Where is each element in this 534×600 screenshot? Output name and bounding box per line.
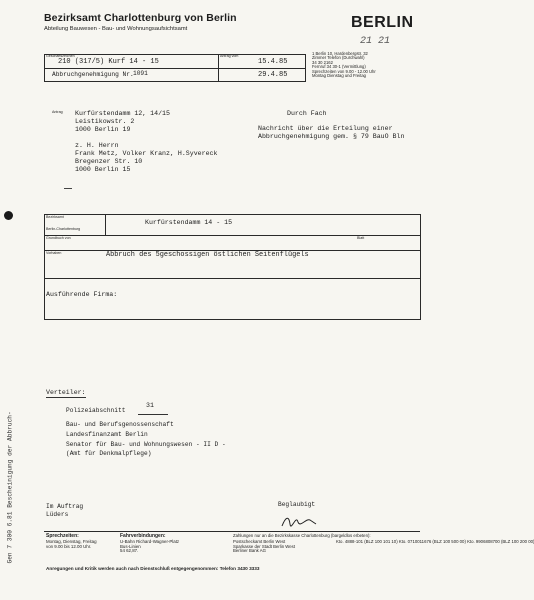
contact-info: 1 Berlin 10, Hardenbergstr. 32 Zimmer Telefon (Durchwahl) 34 30 2162 Fernruf 34 30-1 (Vermittlung) Sprechzeiten von 9.00 - 12.00 Uhr Montag Dienstag und Freitag xyxy=(312,51,376,79)
firma-label: Ausführende Firma: xyxy=(46,291,118,298)
antrag-label: Antrag xyxy=(52,110,63,114)
bank-names: Postscheckamt Berlin West Sparkasse der Stadt Berlin West Berliner Bank AG xyxy=(233,539,296,553)
office-title: Bezirksamt Charlottenburg von Berlin xyxy=(44,12,237,24)
polizei-value: 31 xyxy=(146,402,154,409)
fahrverbindungen-title: Fahrverbindungen: xyxy=(120,533,166,539)
city-heading: BERLIN xyxy=(351,14,414,31)
signature-scribble xyxy=(280,512,320,530)
polizei-label: Polizeiabschnitt xyxy=(66,407,126,414)
document-date: 29.4.85 xyxy=(258,71,288,79)
geschaeftszeichen-value: 210 (317/5) Kurf 14 - 15 xyxy=(58,58,159,66)
fahrverbindungen-text: U-Bahn Richard-Wagner-Platz Bus-Linien 54 62,87. xyxy=(120,539,180,554)
department-line: Abteilung Bauwesen - Bau- und Wohnungsaufsichtsamt xyxy=(44,26,188,32)
bottom-note: Anregungen und Kritik werden auch nach Dienstschluß entgegengenommen: Telefon 3430 3333 xyxy=(46,566,260,571)
reference-table-divider xyxy=(44,68,305,69)
verteiler-list: Bau- und Berufsgenossenschaft Landesfinanzamt Berlin Senator für Bau- und Wohnungswesen - II D - (Amt für Denkmalpflege) xyxy=(66,421,226,458)
sprechzeiten-title: Sprechzeiten: xyxy=(46,533,79,539)
recipient-address: Kurfürstendamm 12, 14/15 Leistikowstr. 2 1000 Berlin 19 z. H. Herrn Frank Metz, Volker Kranz, H.Syvereck Bregenzer Str. 10 1000 Berlin 15 xyxy=(75,110,218,174)
fold-mark-top xyxy=(64,188,72,189)
delivery-note: Durch Fach xyxy=(287,110,327,117)
antrag-vom-label: Antrag vom xyxy=(220,54,239,58)
polizei-underline xyxy=(138,414,168,415)
beglaubigt-stamp: Beglaubigt xyxy=(278,501,316,508)
antrag-vom-value: 15.4.85 xyxy=(258,58,288,66)
blatt-label: Blatt xyxy=(357,236,365,240)
verteiler-label: Verteiler: xyxy=(46,389,86,398)
property-column-divider xyxy=(105,214,106,236)
document-type: Abbruchgenehmigung Nr. xyxy=(52,71,134,78)
footer-divider xyxy=(44,531,420,532)
sprechzeiten-text: Montag, Dienstag, Freitag von 9.00 bis 12.00 Uhr. xyxy=(46,539,97,549)
property-divider-3 xyxy=(44,278,420,279)
geschaeftszeichen-label: Geschäftszeichen xyxy=(46,54,75,58)
punch-hole xyxy=(4,211,13,220)
im-auftrag: Im Auftrag xyxy=(46,503,84,510)
bank-numbers: Kto. 4888-101 (BLZ 100 101 10) Kto. 0710011676 (BLZ 100 500 00) Kto. 9906808700 (BLZ 100 200 00) xyxy=(336,539,534,544)
side-form-code: Gen 7 300 6.81 Bescheinigung der Abbruch- xyxy=(6,411,14,564)
handwritten-mark: 21 21 xyxy=(360,36,391,47)
property-table xyxy=(44,214,421,320)
zahlungen-text: Zahlungen nur an die Bezirkskasse Charlottenburg (bargeldlos erbeten): xyxy=(233,533,371,538)
notification-subject: Nachricht über die Erteilung einer Abbruchgenehmigung gem. § 79 BauO Bln xyxy=(258,125,405,141)
vorhaben-value: Abbruch des 5geschossigen östlichen Seitenflügels xyxy=(106,251,309,259)
document-number: 1091 xyxy=(133,70,148,77)
reference-table-column-divider xyxy=(218,54,219,81)
vorhaben-label: Vorhaben xyxy=(46,251,62,255)
grundstueck-label: Bezirksamt xyxy=(46,215,64,219)
grundbuch-label: Grundbuch von xyxy=(46,236,71,240)
bezirk-label: Berlin-Charlottenburg xyxy=(46,227,81,231)
property-address: Kurfürstendamm 14 - 15 xyxy=(145,219,233,226)
signatory-name: Lüders xyxy=(46,511,69,518)
